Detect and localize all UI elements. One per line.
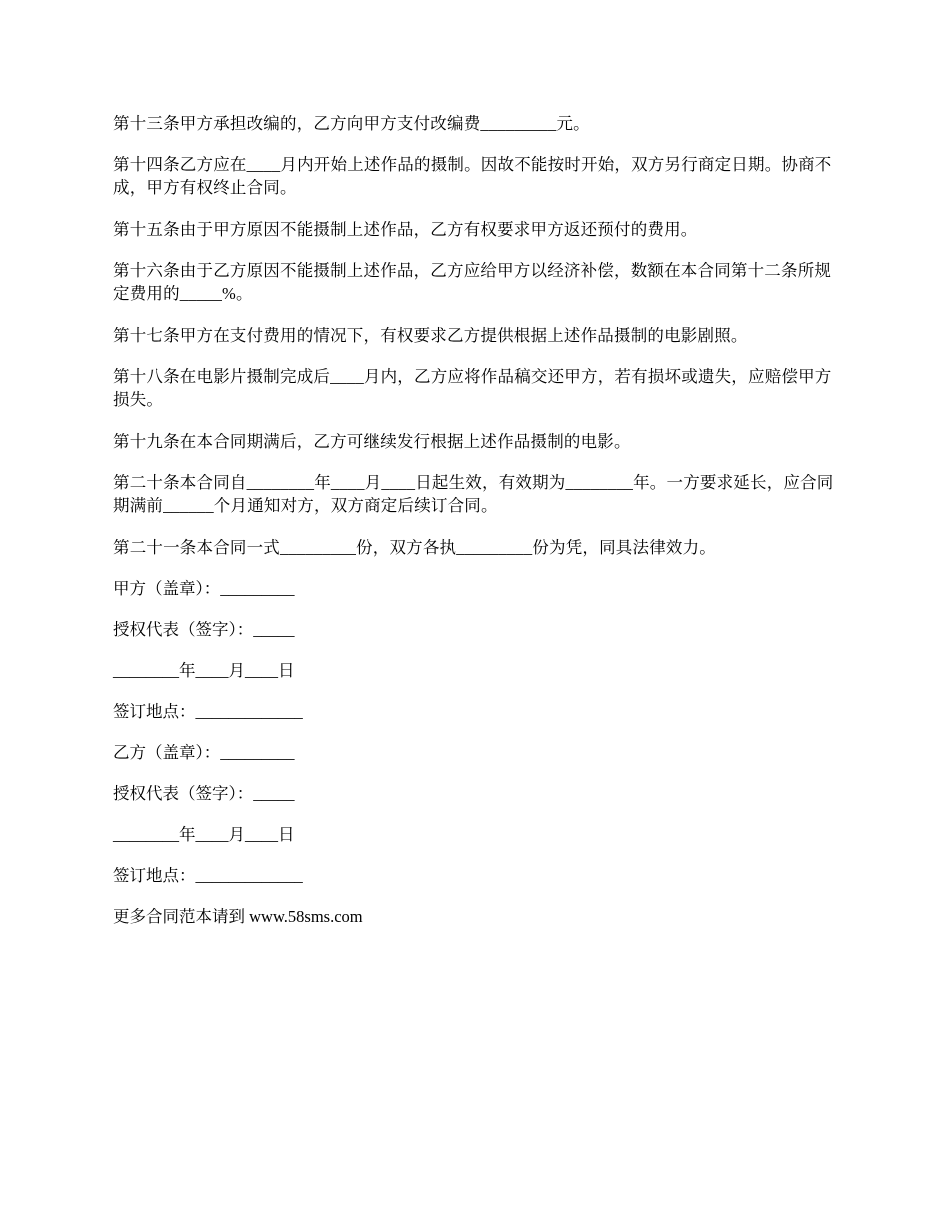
party-a-place: 签订地点：_____________ (113, 702, 303, 721)
footer-note: 更多合同范本请到 www.58sms.com (113, 907, 363, 926)
party-b-seal: 乙方（盖章）：_________ (113, 743, 295, 762)
party-b-representative: 授权代表（签字）：_____ (113, 784, 295, 803)
article-17: 第十七条甲方在支付费用的情况下，有权要求乙方提供根据上述作品摄制的电影剧照。 (113, 326, 748, 345)
article-20: 第二十条本合同自________年____月____日起生效，有效期为________年。一方要求延长，应合同期满前______个月通知对方，双方商定后续订合同。 (113, 473, 834, 515)
party-b-place: 签订地点：_____________ (113, 866, 303, 885)
article-16: 第十六条由于乙方原因不能摄制上述作品，乙方应给甲方以经济补偿，数额在本合同第十二条所规定费用的_____%。 (113, 261, 832, 303)
party-a-date: ________年____月____日 (113, 661, 295, 680)
article-13: 第十三条甲方承担改编的，乙方向甲方支付改编费_________元。 (113, 114, 590, 133)
article-18: 第十八条在电影片摄制完成后____月内，乙方应将作品稿交还甲方，若有损坏或遗失，应赔偿甲方损失。 (113, 367, 832, 409)
party-a-seal: 甲方（盖章）：_________ (113, 579, 295, 598)
article-14: 第十四条乙方应在____月内开始上述作品的摄制。因故不能按时开始，双方另行商定日期。协商不成，甲方有权终止合同。 (113, 155, 832, 197)
document-body (113, 112, 843, 946)
article-19: 第十九条在本合同期满后，乙方可继续发行根据上述作品摄制的电影。 (113, 432, 631, 451)
party-b-date: ________年____月____日 (113, 825, 295, 844)
article-15: 第十五条由于甲方原因不能摄制上述作品，乙方有权要求甲方返还预付的费用。 (113, 220, 698, 239)
article-21: 第二十一条本合同一式_________份，双方各执_________份为凭，同具法律效力。 (113, 538, 716, 557)
party-a-representative: 授权代表（签字）：_____ (113, 620, 295, 639)
